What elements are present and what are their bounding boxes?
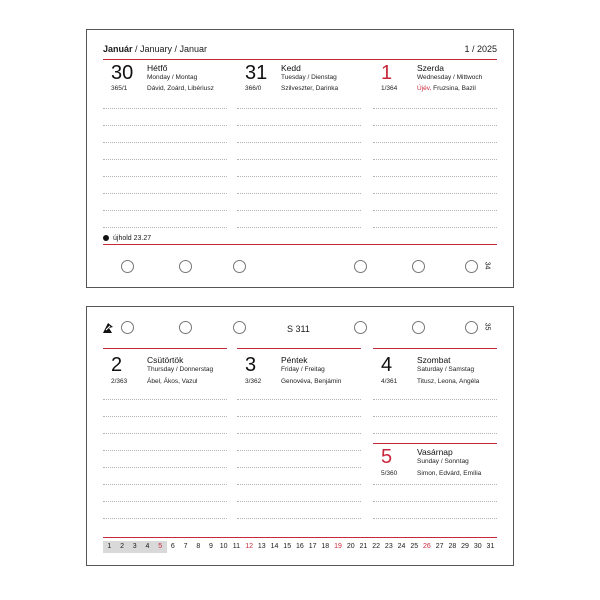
day-number: 5 [381, 446, 393, 468]
name-days: Ábel, Ákos, Vazul [147, 378, 198, 385]
binder-hole [354, 260, 367, 273]
note-line [373, 159, 497, 160]
mini-calendar-day: 18 [321, 543, 330, 550]
binder-hole [465, 260, 478, 273]
note-line [237, 518, 361, 519]
note-line [373, 108, 497, 109]
header-rule [103, 59, 497, 60]
mini-calendar-day: 27 [435, 543, 444, 550]
note-line [237, 433, 361, 434]
day-translation: Wednesday / Mittwoch [417, 74, 483, 81]
day-translation: Saturday / Samstag [417, 366, 475, 373]
mini-calendar-day: 9 [209, 543, 213, 550]
mini-calendar-day: 8 [196, 543, 201, 550]
day-translation: Tuesday / Dienstag [281, 74, 337, 81]
note-line [103, 159, 227, 160]
note-line [237, 210, 361, 211]
new-moon-icon [103, 235, 109, 241]
day-name: Hétfő [147, 63, 168, 73]
day-number: 1 [381, 62, 393, 84]
mini-calendar-day: 11 [232, 543, 241, 550]
day-number: 2 [111, 354, 123, 376]
day-count: 1/364 [381, 85, 398, 92]
day-number: 31 [245, 62, 268, 84]
day-column-1 [373, 63, 497, 253]
page-header [103, 44, 497, 58]
mini-calendar-day: 21 [359, 543, 368, 550]
mini-calendar-day: 23 [384, 543, 393, 550]
note-line [103, 450, 227, 451]
day-column-5 [373, 447, 497, 532]
note-line [237, 142, 361, 143]
name-days [417, 85, 476, 92]
mini-calendar-day: 30 [473, 543, 482, 550]
note-line [103, 416, 227, 417]
binder-hole [179, 321, 192, 334]
mini-calendar-day: 29 [461, 543, 469, 550]
binder-hole [121, 260, 134, 273]
column-rule [373, 443, 497, 444]
day-column-30 [103, 63, 227, 253]
note-line [103, 142, 227, 143]
day-translation: Monday / Montag [147, 74, 198, 81]
name-days: Titusz, Leona, Angéla [417, 378, 480, 385]
day-name: Szerda [417, 63, 444, 73]
note-line [103, 176, 227, 177]
name-days-rest: Fruzsina, Bazil [431, 85, 476, 92]
note-line [237, 159, 361, 160]
note-line [237, 450, 361, 451]
binder-hole [233, 260, 246, 273]
day-name: Vasárnap [417, 447, 453, 457]
note-line [103, 501, 227, 502]
footer-rule [103, 244, 497, 245]
note-line [373, 501, 497, 502]
day-number: 4 [381, 354, 393, 376]
note-line [103, 125, 227, 126]
note-line [237, 399, 361, 400]
note-line [373, 433, 497, 434]
mini-calendar-day: 2 [116, 541, 129, 553]
mini-calendar-day: 26 [423, 543, 431, 550]
brand-logo-icon [101, 321, 115, 335]
note-line [237, 416, 361, 417]
moon-phase [103, 235, 151, 242]
day-name: Csütörtök [147, 355, 184, 365]
planner-page-bottom [86, 306, 514, 566]
side-page-number: 34 [483, 261, 491, 270]
note-line [103, 193, 227, 194]
note-line [103, 108, 227, 109]
note-line [373, 176, 497, 177]
note-line [373, 227, 497, 228]
mini-calendar-day: 15 [283, 543, 292, 550]
note-line [103, 518, 227, 519]
name-days: Dávid, Zoárd, Libériusz [147, 85, 214, 92]
mini-calendar-day: 28 [448, 543, 457, 550]
mini-calendar-day: 17 [308, 543, 317, 550]
note-line [237, 484, 361, 485]
day-count: 366/0 [245, 85, 262, 92]
month-label-bold: Január [103, 44, 133, 54]
mini-calendar-day: 1 [103, 541, 116, 553]
note-line [373, 399, 497, 400]
mini-calendar [103, 541, 497, 553]
note-line [237, 467, 361, 468]
note-line [373, 142, 497, 143]
binder-hole [233, 321, 246, 334]
page-label: 1 / 2025 [464, 44, 497, 54]
note-line [103, 484, 227, 485]
mini-calendar-day: 5 [154, 541, 167, 553]
side-page-number: 35 [483, 322, 491, 331]
day-name: Péntek [281, 355, 308, 365]
day-number: 30 [111, 62, 134, 84]
binder-hole [412, 260, 425, 273]
note-line [373, 484, 497, 485]
mini-calendar-day: 3 [128, 541, 141, 553]
day-translation: Friday / Freitag [281, 366, 325, 373]
column-rule [103, 348, 227, 349]
binder-hole [354, 321, 367, 334]
note-line [103, 227, 227, 228]
day-name: Kedd [281, 63, 301, 73]
day-count: 365/1 [111, 85, 128, 92]
day-name: Szombat [417, 355, 451, 365]
note-line [237, 176, 361, 177]
day-count: 4/361 [381, 378, 398, 385]
note-line [373, 416, 497, 417]
mini-calendar-day: 12 [245, 543, 253, 550]
day-translation: Sunday / Sonntag [417, 458, 469, 465]
note-line [237, 125, 361, 126]
mini-calendar-day: 13 [257, 543, 266, 550]
note-line [237, 227, 361, 228]
note-line [373, 210, 497, 211]
mini-calendar-day: 22 [372, 543, 381, 550]
day-count: 2/363 [111, 378, 128, 385]
mini-calendar-day: 6 [170, 543, 175, 550]
binder-hole [121, 321, 134, 334]
note-line [373, 518, 497, 519]
planner-page-top [86, 29, 514, 288]
product-code: S 311 [287, 324, 310, 334]
note-line [237, 108, 361, 109]
day-count: 3/362 [245, 378, 262, 385]
day-column-2 [103, 353, 227, 533]
day-column-4 [373, 353, 497, 443]
name-days: Genovéva, Benjámin [281, 378, 342, 385]
holiday-label: Újév, [417, 85, 432, 92]
name-days: Szilveszter, Darinka [281, 85, 339, 92]
moon-phase-text: újhold 23.27 [113, 235, 152, 242]
binder-hole [465, 321, 478, 334]
mini-calendar-day: 24 [397, 543, 406, 550]
mini-calendar-day: 7 [183, 543, 188, 550]
note-line [237, 193, 361, 194]
mini-calendar-day: 4 [141, 541, 154, 553]
mini-calendar-day: 25 [410, 543, 419, 550]
mini-calendar-day: 16 [296, 543, 304, 550]
name-days: Simon, Edvárd, Emília [417, 470, 482, 477]
note-line [373, 125, 497, 126]
day-column-3 [237, 353, 361, 533]
note-line [103, 399, 227, 400]
day-column-31 [237, 63, 361, 253]
month-label [103, 44, 207, 54]
footer-rule [103, 537, 497, 538]
day-translation: Thursday / Donnerstag [147, 366, 214, 373]
mini-calendar-day: 14 [270, 543, 279, 550]
column-rule [237, 348, 361, 349]
column-rule [373, 348, 497, 349]
binder-hole [412, 321, 425, 334]
note-line [373, 193, 497, 194]
note-line [103, 433, 227, 434]
mini-calendar-day: 31 [486, 543, 495, 550]
month-label-rest: / January / Januar [132, 44, 208, 54]
mini-calendar-day: 10 [219, 543, 228, 550]
mini-calendar-day: 19 [334, 543, 342, 550]
mini-calendar-day: 20 [346, 543, 355, 550]
binder-hole [179, 260, 192, 273]
day-number: 3 [245, 354, 257, 376]
note-line [237, 501, 361, 502]
note-line [103, 467, 227, 468]
day-count: 5/360 [381, 470, 398, 477]
note-line [103, 210, 227, 211]
